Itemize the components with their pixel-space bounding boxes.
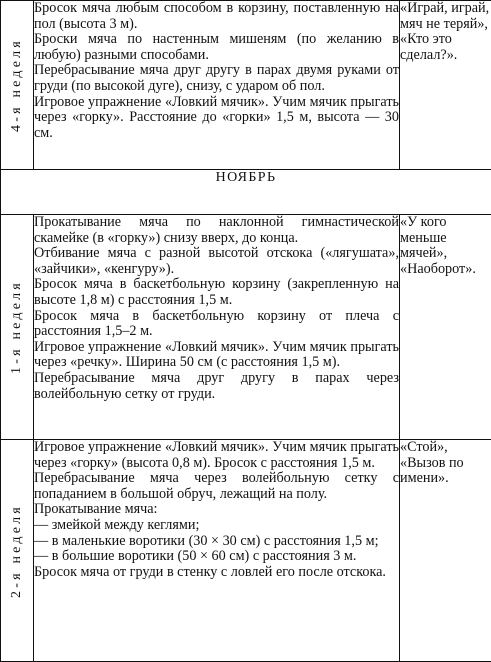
exercise-text: Броски мяча по настенным мишеням (по желанию в любую) разными способами. bbox=[34, 32, 399, 63]
week-cell bbox=[1, 440, 34, 662]
games-cell bbox=[400, 1, 491, 170]
week-cell bbox=[1, 1, 34, 170]
game-text: «Играй, играй, мяч не теряй», bbox=[400, 1, 491, 32]
exercise-text: Перебрасывание мяча друг другу в парах через волейбольную сетку от груди. bbox=[34, 371, 399, 402]
exercise-text: Бросок мяча в баскетбольную корзину от плеча с расстояния 1,5–2 м. bbox=[34, 309, 399, 340]
table-row bbox=[1, 215, 491, 440]
table-row bbox=[1, 1, 491, 170]
game-text: «Вызов по имени». bbox=[400, 456, 491, 487]
game-text: «Кто это сделал?». bbox=[400, 32, 491, 63]
exercise-text: — в маленькие воротики (30 × 30 см) с расстояния 1,5 м; bbox=[34, 534, 399, 550]
exercise-text: Отбивание мяча с разной высотой отскока («лягушата», «зайчики», «кенгуру»). bbox=[34, 246, 399, 277]
month-row bbox=[1, 170, 491, 215]
week-label: 1-я неделя bbox=[9, 280, 25, 374]
exercise-text: Прокатывание мяча: bbox=[34, 502, 399, 518]
game-text: «Наоборот». bbox=[400, 262, 491, 278]
exercises-cell bbox=[34, 1, 400, 170]
exercise-text: Перебрасывание мяча через волейбольную сетку с попаданием в большой обруч, лежащий на полу. bbox=[34, 471, 399, 502]
exercise-text: — в большие воротики (50 × 60 см) с расстояния 3 м. bbox=[34, 549, 399, 565]
game-text: «У кого меньше мячей», bbox=[400, 215, 491, 262]
games-cell bbox=[400, 215, 491, 440]
exercise-text: Игровое упражнение «Ловкий мячик». Учим мячик прыгать через «речку». Ширина 50 см (с расстояния 1,5 м). bbox=[34, 340, 399, 371]
week-label: 4-я неделя bbox=[9, 38, 25, 132]
exercise-text: Бросок мяча от груди в стенку с ловлей его после отскока. bbox=[34, 565, 399, 581]
exercise-text: Бросок мяча любым способом в корзину, поставленную на пол (высота 3 м). bbox=[34, 1, 399, 32]
exercises-cell bbox=[34, 215, 400, 440]
week-cell bbox=[1, 215, 34, 440]
table-row bbox=[1, 440, 491, 662]
games-cell bbox=[400, 440, 491, 662]
exercises-cell bbox=[34, 440, 400, 662]
exercise-text: Бросок мяча в баскетбольную корзину (закрепленную на высоте 1,8 м) с расстояния 1,5 м. bbox=[34, 277, 399, 308]
exercise-text: — змейкой между кеглями; bbox=[34, 518, 399, 534]
exercise-text: Перебрасывание мяча друг другу в парах двумя руками от груди (по высокой дуге), снизу, с ударом об пол. bbox=[34, 63, 399, 94]
month-heading: НОЯБРЬ bbox=[1, 170, 491, 215]
week-label: 2-я неделя bbox=[9, 504, 25, 598]
game-text: «Стой», bbox=[400, 440, 491, 456]
exercise-text: Игровое упражнение «Ловкий мячик». Учим мячик прыгать через «горку» (высота 0,8 м). Бросок с расстояния 1,5 м. bbox=[34, 440, 399, 471]
exercise-text: Игровое упражнение «Ловкий мячик». Учим мячик прыгать через «горку». Расстояние до «горки» 1,5 м, высота — 30 см. bbox=[34, 95, 399, 142]
exercise-text: Прокатывание мяча по наклонной гимнастической скамейке (в «горку») снизу вверх, до конца. bbox=[34, 215, 399, 246]
